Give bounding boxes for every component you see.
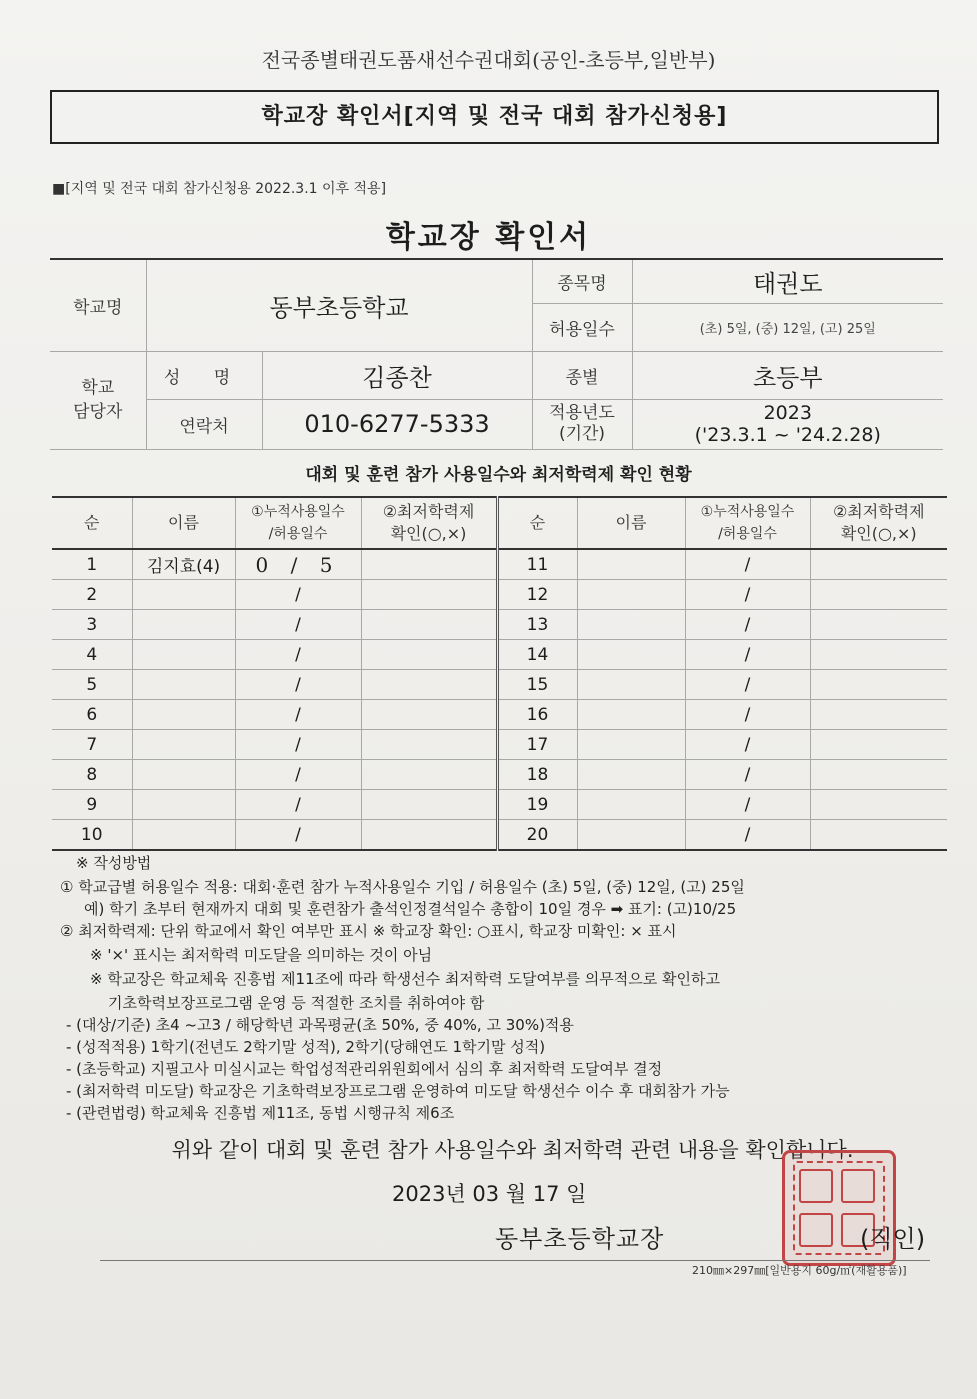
left-days-cell[interactable]: / xyxy=(235,760,361,790)
table-row xyxy=(52,820,947,851)
left-days-cell[interactable]: 0 / 5 xyxy=(235,549,361,580)
right-min-cell[interactable] xyxy=(810,760,947,790)
right-no-cell: 13 xyxy=(497,610,577,640)
note-line: 기초학력보장프로그램 운영 등 적절한 조치를 취하여야 함 xyxy=(108,994,485,1012)
left-name-cell[interactable] xyxy=(132,640,235,670)
right-no-cell: 15 xyxy=(497,670,577,700)
signature-divider xyxy=(100,1260,930,1261)
left-name-cell[interactable] xyxy=(132,760,235,790)
right-name-cell[interactable] xyxy=(577,580,685,610)
left-days-cell[interactable]: / xyxy=(235,640,361,670)
right-name-cell[interactable] xyxy=(577,610,685,640)
year-period: ('23.3.1 ~ '24.2.28) xyxy=(694,424,881,446)
left-name-cell[interactable] xyxy=(132,670,235,700)
right-days-cell[interactable]: / xyxy=(685,640,810,670)
left-no-cell: 9 xyxy=(52,790,132,820)
right-name-cell[interactable] xyxy=(577,820,685,851)
left-name-cell[interactable] xyxy=(132,790,235,820)
right-min-cell[interactable] xyxy=(810,790,947,820)
table-row xyxy=(52,610,947,640)
left-min-cell[interactable] xyxy=(361,640,497,670)
right-no-cell: 17 xyxy=(497,730,577,760)
right-days-cell[interactable]: / xyxy=(685,549,810,580)
right-no-cell: 18 xyxy=(497,760,577,790)
year-cell xyxy=(632,399,943,449)
left-min-cell[interactable] xyxy=(361,730,497,760)
col-no-left: 순 xyxy=(52,497,132,549)
name-label: 성 명 xyxy=(146,351,262,399)
school-label: 학교명 xyxy=(50,259,146,351)
table-row xyxy=(52,549,947,580)
division-label: 종별 xyxy=(532,351,632,399)
right-name-cell[interactable] xyxy=(577,730,685,760)
left-days-cell[interactable]: / xyxy=(235,610,361,640)
table-row xyxy=(52,670,947,700)
table-title: 대회 및 훈련 참가 사용일수와 최저학력제 확인 현황 xyxy=(305,465,692,485)
right-min-cell[interactable] xyxy=(810,730,947,760)
table-row xyxy=(52,730,947,760)
left-name-cell[interactable] xyxy=(132,730,235,760)
col-min-right: ②최저학력제 확인(○,×) xyxy=(810,497,947,549)
left-name-cell[interactable] xyxy=(132,700,235,730)
right-days-cell[interactable]: / xyxy=(685,580,810,610)
right-days-cell[interactable]: / xyxy=(685,670,810,700)
left-no-cell: 2 xyxy=(52,580,132,610)
right-no-cell: 11 xyxy=(497,549,577,580)
left-min-cell[interactable] xyxy=(361,700,497,730)
right-min-cell[interactable] xyxy=(810,700,947,730)
applicability-note: ■[지역 및 전국 대회 참가신청용 2022.3.1 이후 적용] xyxy=(52,181,387,197)
right-name-cell[interactable] xyxy=(577,670,685,700)
left-name-cell[interactable] xyxy=(132,820,235,851)
event-title: 전국종별태권도품새선수권대회(공인-초등부,일반부) xyxy=(261,48,716,72)
left-min-cell[interactable] xyxy=(361,580,497,610)
col-days-right: ①누적사용일수 /허용일수 xyxy=(685,497,810,549)
left-days-cell[interactable]: / xyxy=(235,700,361,730)
left-no-cell: 7 xyxy=(52,730,132,760)
note-line: ※ '×' 표시는 최저학력 미도달을 의미하는 것이 아님 xyxy=(90,946,433,964)
left-name-cell[interactable] xyxy=(132,580,235,610)
principal-title: 동부초등학교장 xyxy=(495,1225,665,1253)
contact-value: 010-6277-5333 xyxy=(262,399,532,449)
right-name-cell[interactable] xyxy=(577,700,685,730)
left-no-cell: 10 xyxy=(52,820,132,851)
seal-label: (직인) xyxy=(860,1225,926,1253)
paper-spec: 210㎜×297㎜[일반용지 60g/㎡(재활용품)] xyxy=(692,1264,907,1277)
manager-label: 학교 담당자 xyxy=(50,351,146,449)
note-line: - (초등학교) 지필고사 미실시교는 학업성적관리위원회에서 심의 후 최저학력 도달여부 결정 xyxy=(66,1060,663,1078)
left-min-cell[interactable] xyxy=(361,760,497,790)
table-row xyxy=(52,580,947,610)
issue-date: 2023년 03 월 17 일 xyxy=(392,1182,587,1206)
right-no-cell: 19 xyxy=(497,790,577,820)
right-no-cell: 16 xyxy=(497,700,577,730)
right-days-cell[interactable]: / xyxy=(685,730,810,760)
left-name-cell[interactable] xyxy=(132,610,235,640)
attendance-table xyxy=(52,496,947,851)
table-row xyxy=(52,640,947,670)
right-min-cell[interactable] xyxy=(810,640,947,670)
right-days-cell[interactable]: / xyxy=(685,820,810,851)
left-days-cell[interactable]: / xyxy=(235,820,361,851)
right-min-cell[interactable] xyxy=(810,820,947,851)
sport-label: 종목명 xyxy=(532,259,632,303)
note-line: - (관련법령) 학교체육 진흥법 제11조, 동법 시행규칙 제6조 xyxy=(66,1104,455,1122)
note-line: ※ 학교장은 학교체육 진흥법 제11조에 따라 학생선수 최저학력 도달여부를 의무적으로 확인하고 xyxy=(90,970,720,988)
left-no-cell: 5 xyxy=(52,670,132,700)
year-value: 2023 xyxy=(763,402,812,424)
left-min-cell[interactable] xyxy=(361,610,497,640)
left-min-cell[interactable] xyxy=(361,549,497,580)
note-line: ① 학교급별 허용일수 적용: 대회·훈련 참가 누적사용일수 기입 / 허용일수 (초) 5일, (중) 12일, (고) 25일 xyxy=(60,878,745,896)
sport-value: 태권도 xyxy=(632,259,943,303)
manager-name: 김종찬 xyxy=(262,351,532,399)
right-days-cell[interactable]: / xyxy=(685,760,810,790)
note-line: - (최저학력 미도달) 학교장은 기초학력보장프로그램 운영하여 미도달 학생선수 이수 후 대회참가 가능 xyxy=(66,1082,730,1100)
left-min-cell[interactable] xyxy=(361,790,497,820)
allowed-days-label: 허용일수 xyxy=(532,303,632,351)
right-no-cell: 20 xyxy=(497,820,577,851)
col-min-left: ②최저학력제 확인(○,×) xyxy=(361,497,497,549)
col-days-left: ①누적사용일수 /허용일수 xyxy=(235,497,361,549)
left-no-cell: 6 xyxy=(52,700,132,730)
col-name-right: 이름 xyxy=(577,497,685,549)
col-no-right: 순 xyxy=(497,497,577,549)
division-value: 초등부 xyxy=(632,351,943,399)
right-name-cell[interactable] xyxy=(577,760,685,790)
allowed-days-value: (초) 5일, (중) 12일, (고) 25일 xyxy=(632,303,943,351)
left-min-cell[interactable] xyxy=(361,820,497,851)
right-no-cell: 14 xyxy=(497,640,577,670)
table-row xyxy=(52,700,947,730)
right-name-cell[interactable] xyxy=(577,549,685,580)
confirmation-statement: 위와 같이 대회 및 훈련 참가 사용일수와 최저학력 관련 내용을 확인합니다. xyxy=(171,1138,854,1162)
right-min-cell[interactable] xyxy=(810,580,947,610)
info-table xyxy=(50,258,943,450)
left-no-cell: 4 xyxy=(52,640,132,670)
right-name-cell[interactable] xyxy=(577,640,685,670)
year-label: 적용년도 (기간) xyxy=(532,399,632,449)
right-min-cell[interactable] xyxy=(810,670,947,700)
left-days-cell[interactable]: / xyxy=(235,790,361,820)
left-no-cell: 3 xyxy=(52,610,132,640)
right-no-cell: 12 xyxy=(497,580,577,610)
left-days-cell[interactable]: / xyxy=(235,670,361,700)
contact-label: 연락처 xyxy=(146,399,262,449)
left-days-cell[interactable]: / xyxy=(235,580,361,610)
table-row xyxy=(52,790,947,820)
note-line: - (대상/기준) 초4 ~고3 / 해당학년 과목평균(초 50%, 중 40%, 고 30%)적용 xyxy=(66,1016,574,1034)
col-name-left: 이름 xyxy=(132,497,235,549)
left-days-cell[interactable]: / xyxy=(235,730,361,760)
right-min-cell[interactable] xyxy=(810,549,947,580)
right-min-cell[interactable] xyxy=(810,610,947,640)
right-name-cell[interactable] xyxy=(577,790,685,820)
document-title: 학교장 확인서 xyxy=(385,220,592,255)
left-min-cell[interactable] xyxy=(361,670,497,700)
right-days-cell[interactable]: / xyxy=(685,610,810,640)
left-no-cell: 8 xyxy=(52,760,132,790)
school-name: 동부초등학교 xyxy=(146,259,532,351)
table-row xyxy=(52,760,947,790)
right-days-cell[interactable]: / xyxy=(685,790,810,820)
note-line: 예) 학기 초부터 현재까지 대회 및 훈련참가 출석인정결석일수 총합이 10일 경우 ➡ 표기: (고)10/25 xyxy=(84,900,737,918)
left-name-cell[interactable]: 김지효(4) xyxy=(132,549,235,580)
notes-heading: ※ 작성방법 xyxy=(76,854,152,872)
right-days-cell[interactable]: / xyxy=(685,700,810,730)
note-line: ② 최저학력제: 단위 학교에서 확인 여부만 표시 ※ 학교장 확인: ○표시, 학교장 미확인: × 표시 xyxy=(60,922,677,940)
form-header-box: 학교장 확인서[지역 및 전국 대회 참가신청용] xyxy=(50,90,939,144)
note-line: - (성적적용) 1학기(전년도 2학기말 성적), 2학기(당해연도 1학기말 성적) xyxy=(66,1038,546,1056)
left-no-cell: 1 xyxy=(52,549,132,580)
